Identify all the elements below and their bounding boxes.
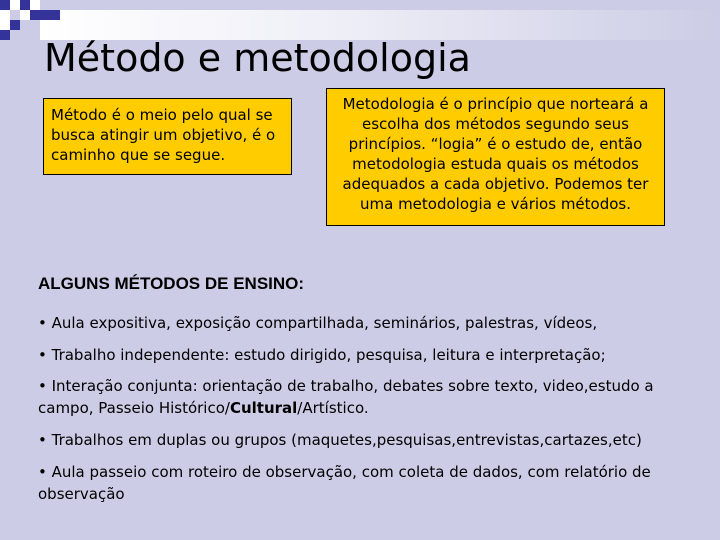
top-decoration bbox=[0, 0, 720, 40]
section-heading: ALGUNS MÉTODOS DE ENSINO: bbox=[38, 274, 305, 293]
list-item bbox=[38, 375, 693, 419]
list-item: • Aula expositiva, exposição compartilhada, seminários, palestras, vídeos, bbox=[38, 314, 598, 332]
list-item: • Trabalhos em duplas ou grupos (maquetes,pesquisas,entrevistas,cartazes,etc) bbox=[38, 431, 642, 449]
list-item-emphasis: Cultural bbox=[229, 399, 298, 417]
slide-title: Método e metodologia bbox=[44, 36, 471, 80]
list-item: • Aula passeio com roteiro de observação, com coleta de dados, com relatório de observação bbox=[38, 463, 651, 503]
list-item-text-end: /Artístico. bbox=[297, 399, 369, 417]
methodology-definition-box bbox=[326, 88, 665, 226]
methodology-definition-text: Metodologia é o princípio que norteará a escolha dos métodos segundo seus princípios. “logia” é o estudo de, então metodologia estuda quais os métodos adequados a cada objetivo. Podemos ter uma metodologia e vários métodos. bbox=[342, 95, 649, 213]
list-item: • Trabalho independente: estudo dirigido, pesquisa, leitura e interpretação; bbox=[38, 346, 606, 364]
method-definition-box bbox=[43, 98, 292, 175]
list-item-text: • Interação conjunta: orientação de trabalho, debates sobre texto, video,estudo a campo, Passeio Histórico/ bbox=[38, 377, 654, 417]
method-definition-text: Método é o meio pelo qual se busca atingir um objetivo, é o caminho que se segue. bbox=[51, 106, 276, 164]
